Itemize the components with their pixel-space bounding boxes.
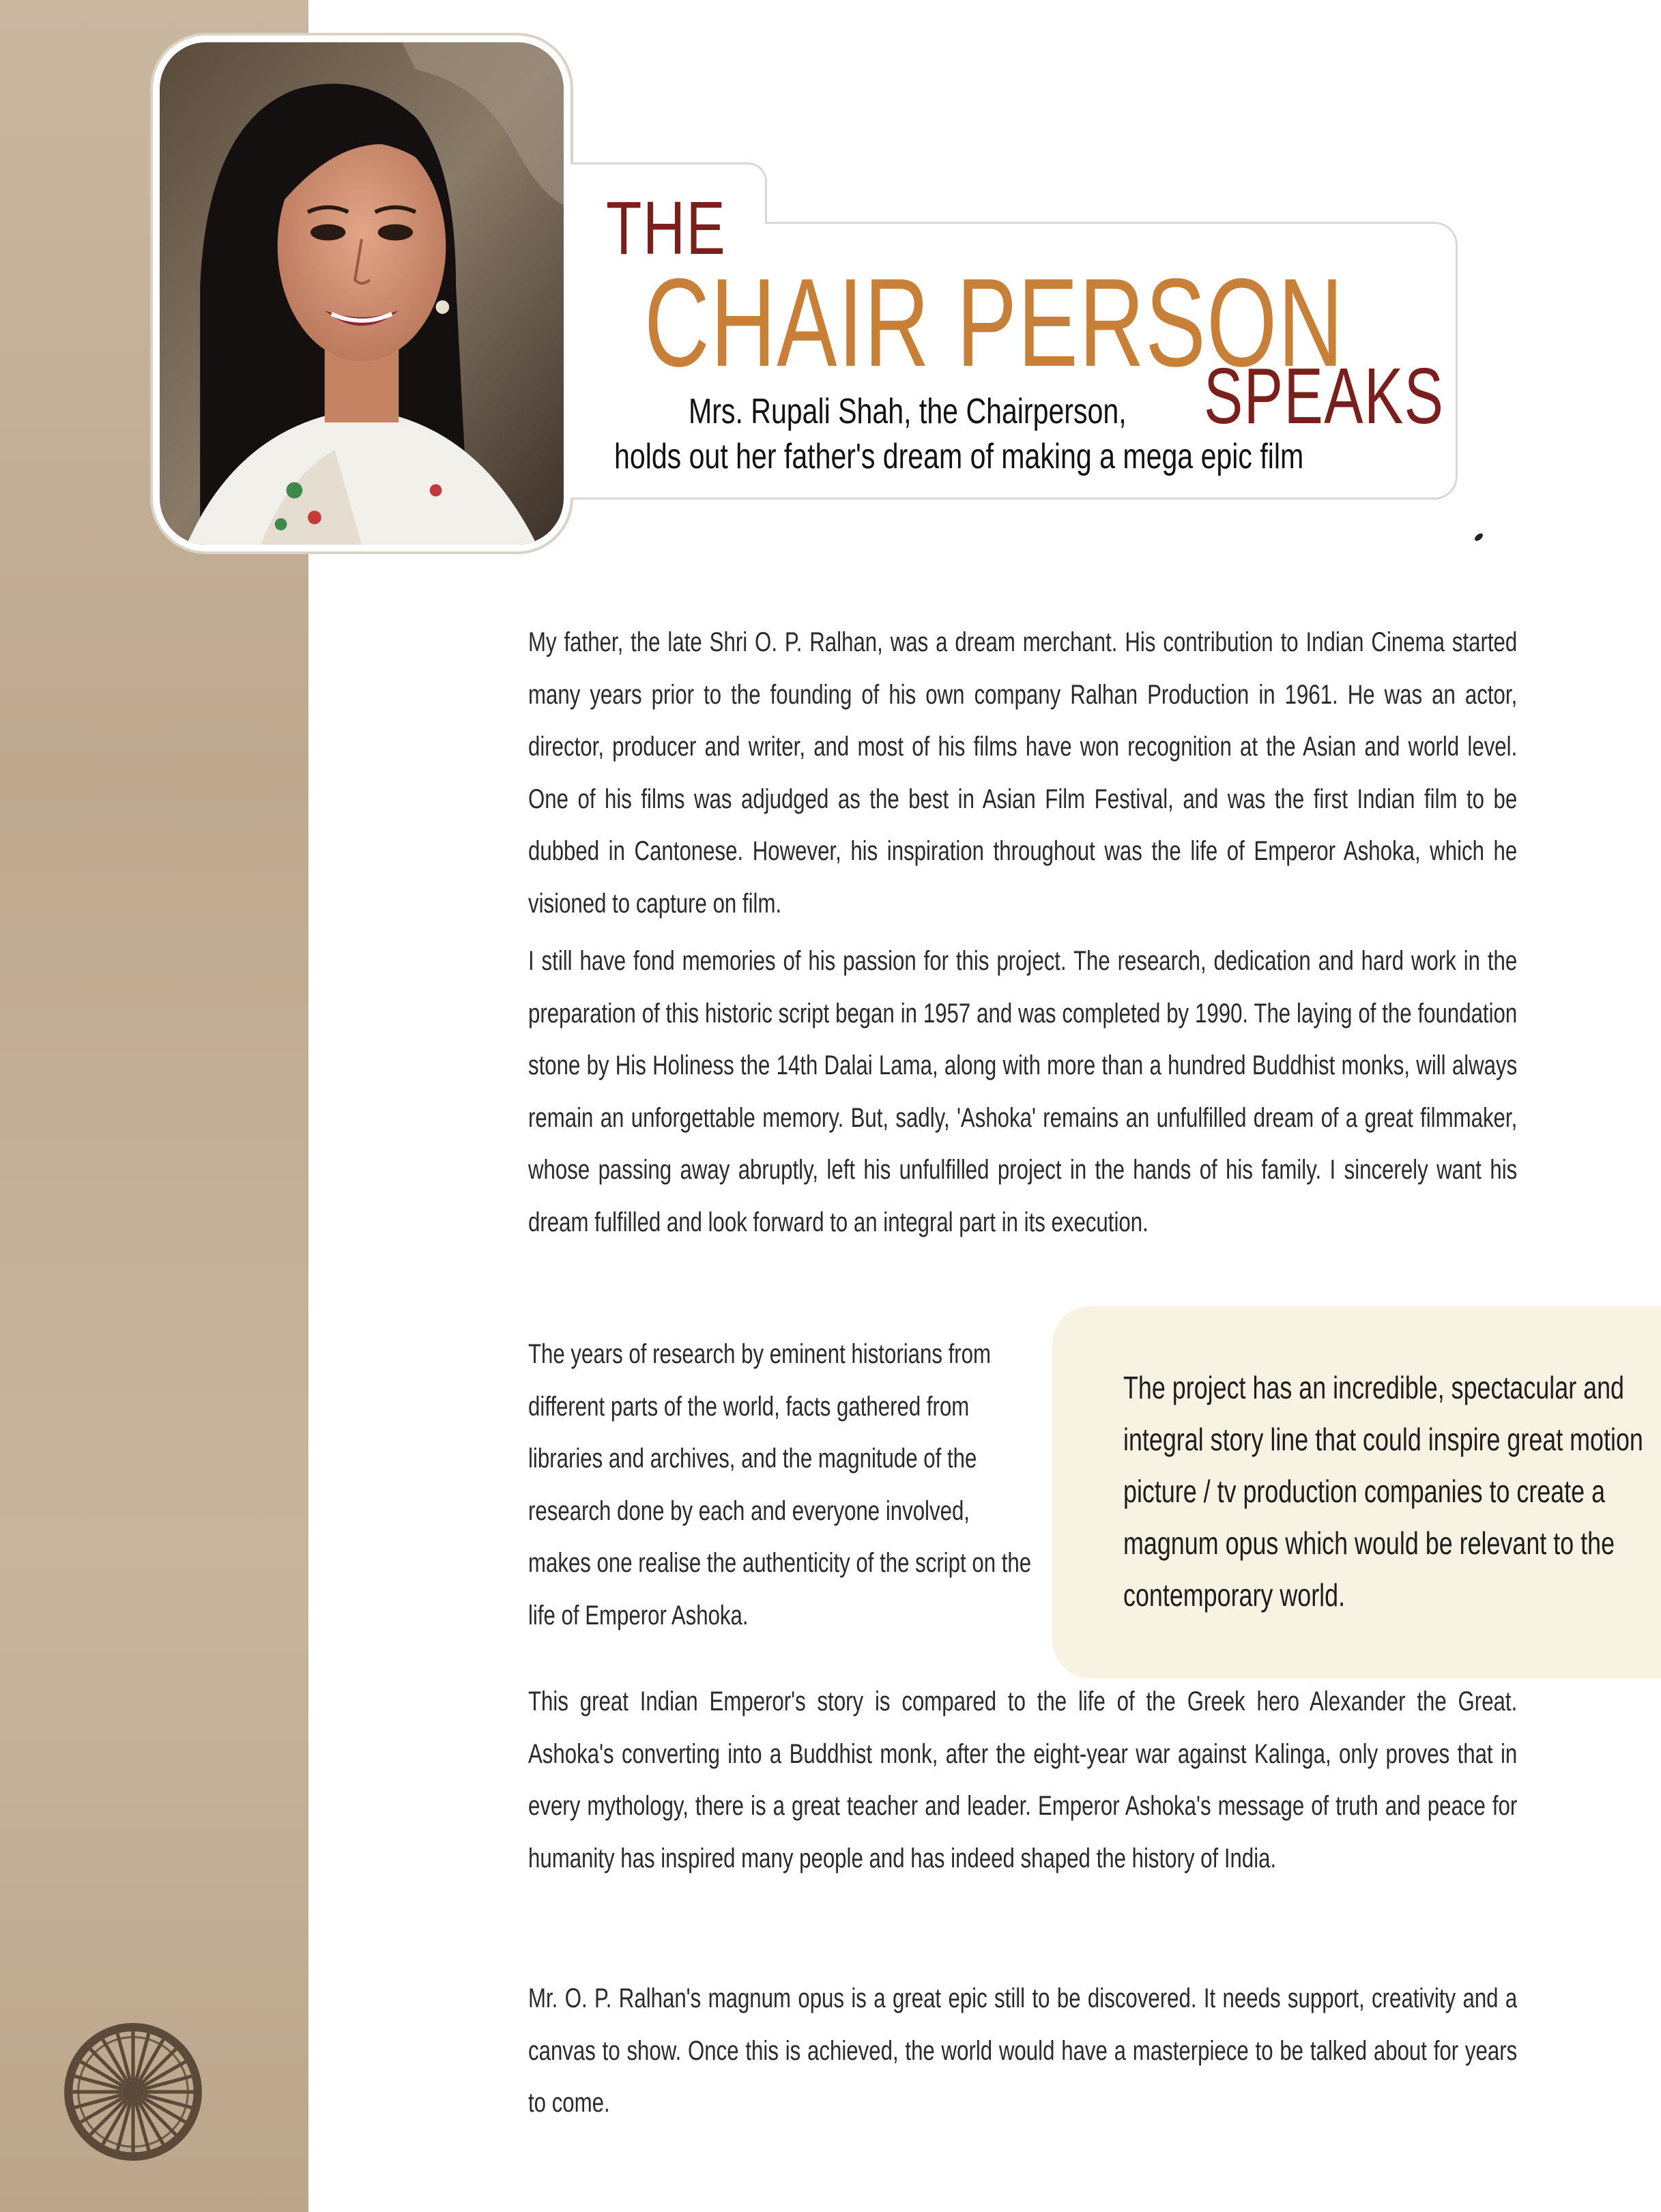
- title-speaks: SPEAKS: [1204, 351, 1445, 440]
- paragraph-text: The years of research by eminent historians from different parts of the world, facts gathered from libraries and archives, and the magnitude of the research done by each and everyone involved, makes one realise the authenticity of the script on the life of Emperor Ashoka.: [528, 1339, 1032, 1631]
- paragraph-text: Mr. O. P. Ralhan's magnum opus is a great epic still to be discovered. It needs support, creativity and a canvas to show. Once this is achieved, the world would have a masterpiece to be talked about for years to come.: [528, 1983, 1518, 2118]
- ashoka-chakra-icon: [63, 2022, 203, 2162]
- subtitle: [614, 389, 1363, 479]
- title-the: THE: [606, 186, 727, 270]
- article-paragraph-4: [528, 1676, 1517, 1884]
- paragraph-text: This great Indian Emperor's story is compared to the life of the Greek hero Alexander the Great. Ashoka's converting into a Buddhist monk, after the eight-year war against Kalinga, only proves that in every mythology, there is a great teacher and leader. Emperor Ashoka's message of truth and peace for humanity has inspired many people and has indeed shaped the history of India.: [528, 1686, 1518, 1873]
- pull-quote-text: [1123, 1362, 1661, 1621]
- chairperson-portrait: [153, 35, 570, 551]
- pull-quote-line: integral story line that could inspire great motion: [1123, 1422, 1643, 1457]
- pull-quote-line: magnum opus which would be relevant to the: [1123, 1525, 1615, 1561]
- portrait-photo: [160, 42, 564, 545]
- article-paragraph-2: [528, 935, 1517, 1248]
- title-chair-person: CHAIR PERSON: [644, 252, 1344, 392]
- pull-quote-line: The project has an incredible, spectacular and: [1123, 1370, 1624, 1405]
- article-paragraph-1: [528, 616, 1517, 930]
- paragraph-text: I still have fond memories of his passion for this project. The research, dedication and hard work in the preparation of this historic script began in 1957 and was completed by 1990. The laying of the foundation stone by His Holiness the 14th Dalai Lama, along with more than a hundred Buddhist monks, will always remain an unforgettable memory. But, sadly, 'Ashoka' remains an unfulfilled dream of a great filmmaker, whose passing away abruptly, left his unfulfilled project in the hands of his family. I sincerely want his dream fulfilled and look forward to an integral part in its execution.: [528, 946, 1518, 1237]
- article-paragraph-5: [528, 1972, 1517, 2129]
- subtitle-line-1: Mrs. Rupali Shah, the Chairperson,: [689, 392, 1127, 431]
- pull-quote-line: contemporary world.: [1123, 1577, 1346, 1613]
- paragraph-text: My father, the late Shri O. P. Ralhan, was a dream merchant. His contribution to Indian Cinema started many years prior to the founding of his own company Ralhan Production in 1961. He was an actor, director, producer and writer, and most of his films have won recognition at the Asian and world level. One of his films was adjudged as the best in Asian Film Festival, and was the first Indian film to be dubbed in Cantonese. However, his inspiration throughout was the life of Emperor Ashoka, which he visioned to capture on film.: [528, 627, 1518, 919]
- subtitle-line-2: holds out her father's dream of making a mega epic film: [614, 437, 1304, 476]
- article-paragraph-3: [528, 1328, 1032, 1641]
- pull-quote-line: picture / tv production companies to create a: [1123, 1474, 1606, 1509]
- print-speck: [1473, 532, 1484, 542]
